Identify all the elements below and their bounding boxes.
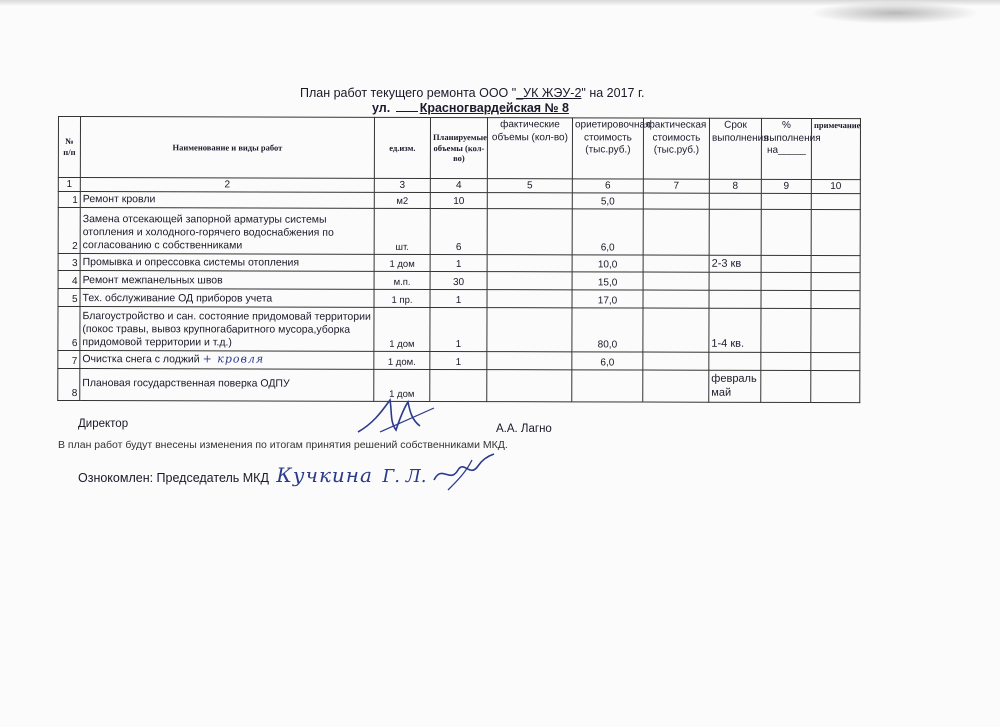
street-name: Красногвардейская № 8 — [419, 101, 569, 115]
unit-cell: 1 дом — [374, 369, 430, 401]
actual-cost-cell — [643, 272, 709, 290]
row-number: 1 — [58, 192, 80, 208]
percent-cell — [761, 255, 811, 272]
director-label: Директор — [78, 418, 129, 430]
header-number: № п/п — [58, 117, 80, 178]
header-unit: ед.изм. — [374, 117, 430, 178]
note-cell — [811, 353, 860, 370]
term-cell — [709, 273, 761, 291]
unit-cell: 1 пр. — [374, 290, 430, 308]
percent-cell — [761, 209, 811, 255]
cost-cell: 6,0 — [572, 209, 643, 255]
col-num: 7 — [643, 179, 709, 193]
actual-cell — [487, 369, 572, 401]
scan-smudge — [810, 2, 980, 24]
unit-cell: шт. — [374, 208, 430, 254]
familiarized-line — [78, 463, 426, 487]
planned-cell: 1 — [430, 290, 487, 308]
header-work-name: Наименование и виды работ — [80, 117, 374, 179]
header-term: Срок выполнения — [709, 118, 761, 179]
cost-cell: 6,0 — [572, 352, 643, 369]
actual-cell — [487, 193, 572, 209]
row-number: 3 — [58, 254, 80, 271]
chair-signature-icon — [428, 450, 498, 494]
street-blank — [396, 111, 418, 112]
cost-cell: 80,0 — [572, 308, 643, 352]
term-cell — [709, 193, 761, 209]
table-row — [58, 271, 860, 291]
cost-cell: 17,0 — [572, 290, 643, 308]
note-cell — [811, 370, 860, 402]
unit-cell: 1 дом. — [374, 352, 430, 369]
col-num: 8 — [709, 179, 761, 193]
unit-cell: м.п. — [374, 272, 430, 290]
work-name — [80, 351, 374, 369]
note-cell — [811, 256, 860, 273]
table-row — [58, 368, 860, 402]
planned-cell: 10 — [430, 192, 487, 208]
cost-cell: 15,0 — [572, 272, 643, 290]
street-line — [372, 101, 569, 115]
table-row — [58, 351, 860, 370]
actual-cost-cell — [643, 255, 709, 272]
table-row — [58, 208, 860, 256]
col-num: 1 — [58, 178, 80, 192]
row-number: 5 — [58, 289, 80, 307]
unit-cell: 1 дом — [374, 308, 430, 352]
col-num: 9 — [761, 179, 811, 193]
note-cell — [811, 193, 860, 209]
cost-cell: 10,0 — [572, 255, 643, 272]
unit-cell: 1 дом — [374, 254, 430, 271]
term-cell: 2-3 кв — [709, 255, 761, 272]
header-actual-cost: фактическая стоимость (тыс.руб.) — [643, 118, 709, 179]
actual-cost-cell — [643, 193, 709, 209]
actual-cell — [487, 272, 572, 290]
actual-cost-cell — [643, 308, 709, 352]
term-cell: 1-4 кв. — [709, 309, 761, 353]
term-cell: февраль май — [709, 370, 761, 402]
handwritten-addition: + кровля — [202, 352, 265, 366]
work-name-text: Очистка снега с лоджий — [82, 353, 200, 366]
note-cell — [811, 309, 860, 353]
actual-cell — [487, 352, 572, 369]
percent-cell — [761, 273, 811, 291]
planned-cell: 30 — [430, 272, 487, 290]
col-num: 6 — [572, 179, 643, 193]
percent-cell — [761, 309, 811, 353]
header-note: примечание — [811, 118, 860, 179]
work-name: Замена отсекающей запорной арматуры системы отопления и холодного-горячего водоснабжения по согласованию с собственниками — [80, 208, 374, 255]
director-name: А.А. Лагно — [496, 423, 552, 435]
actual-cell — [487, 209, 572, 255]
row-number: 4 — [58, 271, 80, 289]
row-number: 8 — [58, 368, 80, 400]
work-name: Ремонт кровли — [80, 192, 374, 209]
planned-cell: 1 — [430, 255, 487, 272]
header-planned: Планируемые объемы (кол-во) — [430, 117, 487, 178]
cost-cell — [572, 369, 643, 401]
actual-cost-cell — [643, 370, 709, 402]
term-cell — [709, 209, 761, 255]
actual-cost-cell — [643, 290, 709, 308]
chair-handwritten-name: Кучкина — [276, 463, 373, 487]
note-cell — [811, 273, 860, 291]
actual-cell — [487, 255, 572, 273]
work-name: Благоустройство и сан. состояние придомовай территории (покос травы, вывоз крупногабаритного мусора,уборка придомовой территории и т.д.) — [80, 307, 374, 352]
col-num: 2 — [80, 178, 374, 193]
percent-cell — [761, 291, 811, 309]
col-num: 5 — [487, 179, 572, 193]
col-num: 4 — [430, 178, 487, 192]
table-row — [58, 254, 860, 273]
col-num: 3 — [374, 178, 430, 192]
term-cell — [709, 291, 761, 309]
header-estimated-cost: ориетировочная стоимость (тыс.руб.) — [572, 118, 643, 179]
work-plan-table — [57, 116, 861, 403]
work-name: Тех. обслуживание ОД приборов учета — [80, 289, 374, 308]
row-number: 6 — [58, 307, 80, 351]
note-cell — [811, 210, 860, 256]
document-title — [300, 86, 644, 100]
row-number: 2 — [58, 208, 80, 254]
percent-cell — [761, 193, 811, 209]
table-row — [58, 289, 860, 309]
work-name: Промывка и опрессовка системы отопления — [80, 254, 374, 272]
company-name: _УК ЖЭУ-2 — [516, 86, 582, 100]
percent-cell — [761, 353, 811, 370]
planned-cell: 1 — [430, 308, 487, 352]
header-row — [58, 117, 860, 180]
change-note: В план работ будут внесены изменения по итогам принятия решений собственниками МКД. — [58, 439, 508, 451]
actual-cost-cell — [643, 352, 709, 369]
title-prefix: План работ текущего ремонта ООО " — [300, 86, 517, 100]
planned-cell: 1 — [430, 352, 487, 369]
director-signature-icon — [350, 394, 440, 436]
col-num: 10 — [811, 179, 860, 193]
term-cell — [709, 353, 761, 370]
actual-cell — [487, 308, 572, 352]
header-percent: % выполнения на_____ — [761, 118, 811, 179]
percent-cell — [761, 370, 811, 402]
row-number: 7 — [58, 351, 80, 368]
header-actual-volume: фактические объемы (кол-во) — [487, 118, 572, 179]
street-prefix: ул. — [372, 101, 391, 115]
work-name: Плановая государственная поверка ОДПУ — [80, 368, 374, 401]
chair-handwritten-initials: Г. Л. — [382, 466, 427, 487]
cost-cell: 5,0 — [572, 193, 643, 209]
table-row — [58, 307, 860, 353]
actual-cell — [487, 290, 572, 308]
familiarized-label: Ознокомлен: Председатель МКД — [78, 471, 269, 485]
unit-cell: м2 — [374, 192, 430, 208]
work-name: Ремонт межпанельных швов — [80, 271, 374, 290]
title-year: " на 2017 г. — [581, 86, 645, 100]
planned-cell: 6 — [430, 209, 487, 255]
actual-cost-cell — [643, 209, 709, 255]
note-cell — [811, 291, 860, 309]
